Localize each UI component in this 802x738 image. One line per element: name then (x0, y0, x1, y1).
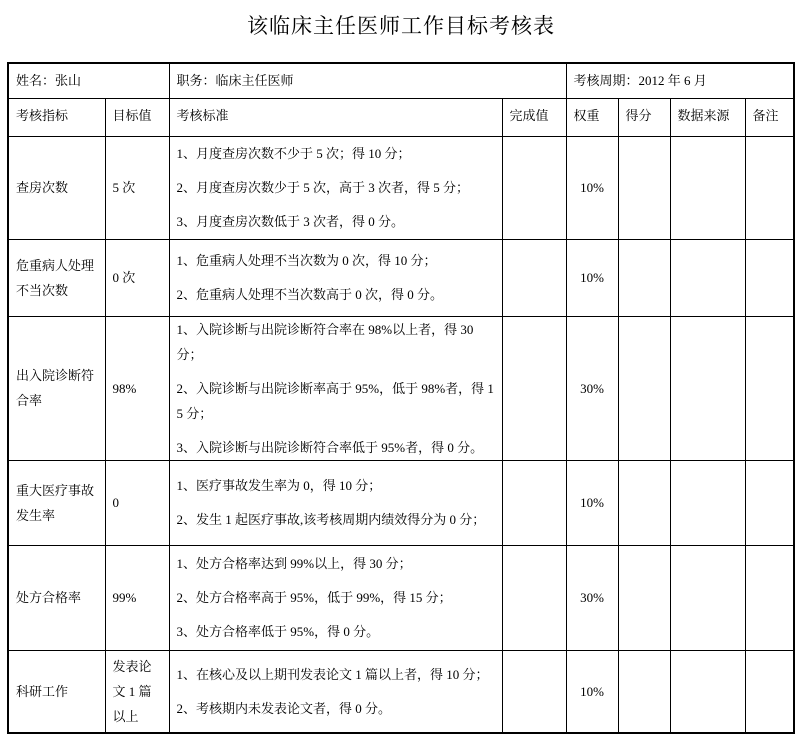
header-row (8, 98, 794, 136)
weight-cell: 10% (566, 460, 618, 545)
criteria-item: 2、月度查房次数少于 5 次，高于 3 次者，得 5 分； (176, 180, 470, 195)
period-cell: 考核周期：2012 年 6 月 (566, 63, 794, 98)
indicator-cell: 科研工作 (8, 650, 105, 733)
remark-cell (745, 239, 794, 316)
table-row (8, 239, 794, 316)
criteria-cell (169, 136, 502, 239)
target-cell: 5 次 (105, 136, 169, 239)
weight-cell: 10% (566, 650, 618, 733)
criteria-cell (169, 460, 502, 545)
source-cell (670, 136, 745, 239)
criteria-item: 3、处方合格率低于 95%，得 0 分。 (176, 624, 380, 639)
criteria-item: 3、入院诊断与出院诊断符合率低于 95%者，得 0 分。 (176, 439, 484, 455)
indicator-cell: 危重病人处理不当次数 (8, 239, 105, 316)
assessment-table (7, 62, 795, 734)
completion-cell (502, 136, 566, 239)
header-completion: 完成值 (502, 98, 566, 136)
target-cell: 99% (105, 545, 169, 650)
target-cell: 发表论文 1 篇以上 (105, 650, 169, 733)
header-score: 得分 (618, 98, 670, 136)
source-cell (670, 545, 745, 650)
header-target: 目标值 (105, 98, 169, 136)
criteria-item: 2、入院诊断与出院诊断率高于 95%，低于 98%者，得 15 分； (176, 380, 494, 421)
score-cell (618, 136, 670, 239)
criteria-item: 1、处方合格率达到 99%以上，得 30 分； (176, 556, 412, 571)
target-cell: 98% (105, 316, 169, 460)
indicator-cell: 处方合格率 (8, 545, 105, 650)
criteria-item: 2、考核期内未发表论文者，得 0 分。 (176, 700, 392, 716)
criteria-item: 2、发生 1 起医疗事故,该考核周期内绩效得分为 0 分； (176, 512, 486, 527)
header-indicator: 考核指标 (8, 98, 105, 136)
criteria-item: 1、医疗事故发生率为 0，得 10 分； (176, 478, 382, 493)
criteria-item: 2、处方合格率高于 95%，低于 99%，得 15 分； (176, 590, 452, 605)
completion-cell (502, 650, 566, 733)
weight-cell: 30% (566, 316, 618, 460)
remark-cell (745, 545, 794, 650)
criteria-item: 1、危重病人处理不当次数为 0 次，得 10 分； (176, 253, 437, 268)
page-title: 该临床主任医师工作目标考核表 (247, 14, 555, 38)
score-cell (618, 545, 670, 650)
weight-cell: 10% (566, 136, 618, 239)
score-cell (618, 650, 670, 733)
completion-cell (502, 460, 566, 545)
criteria-item: 3、月度查房次数低于 3 次者，得 0 分。 (176, 214, 405, 229)
table-row (8, 545, 794, 650)
header-remark: 备注 (745, 98, 794, 136)
source-cell (670, 316, 745, 460)
completion-cell (502, 239, 566, 316)
source-cell (670, 460, 745, 545)
criteria-cell (169, 239, 502, 316)
criteria-cell (169, 316, 502, 460)
table-row (8, 460, 794, 545)
header-source: 数据来源 (670, 98, 745, 136)
remark-cell (745, 316, 794, 460)
source-cell (670, 650, 745, 733)
target-cell: 0 (105, 460, 169, 545)
remark-cell (745, 136, 794, 239)
score-cell (618, 316, 670, 460)
completion-cell (502, 316, 566, 460)
criteria-item: 1、入院诊断与出院诊断符合率在 98%以上者，得 30 分； (176, 321, 474, 362)
criteria-item: 1、月度查房次数不少于 5 次；得 10 分； (176, 146, 411, 161)
completion-cell (502, 545, 566, 650)
criteria-item: 1、在核心及以上期刊发表论文 1 篇以上者，得 10 分； (176, 666, 489, 682)
table-row (8, 136, 794, 239)
remark-cell (745, 460, 794, 545)
table-row (8, 650, 794, 733)
score-cell (618, 460, 670, 545)
indicator-cell: 出入院诊断符合率 (8, 316, 105, 460)
table-row (8, 316, 794, 460)
header-criteria: 考核标准 (169, 98, 502, 136)
source-cell (670, 239, 745, 316)
info-row (8, 63, 794, 98)
weight-cell: 30% (566, 545, 618, 650)
header-weight: 权重 (566, 98, 618, 136)
criteria-cell (169, 650, 502, 733)
criteria-item: 2、危重病人处理不当次数高于 0 次，得 0 分。 (176, 287, 444, 302)
target-cell: 0 次 (105, 239, 169, 316)
criteria-cell (169, 545, 502, 650)
weight-cell: 10% (566, 239, 618, 316)
score-cell (618, 239, 670, 316)
indicator-cell: 重大医疗事故发生率 (8, 460, 105, 545)
indicator-cell: 查房次数 (8, 136, 105, 239)
name-cell: 姓名：张山 (8, 63, 169, 98)
remark-cell (745, 650, 794, 733)
position-cell: 职务：临床主任医师 (169, 63, 566, 98)
